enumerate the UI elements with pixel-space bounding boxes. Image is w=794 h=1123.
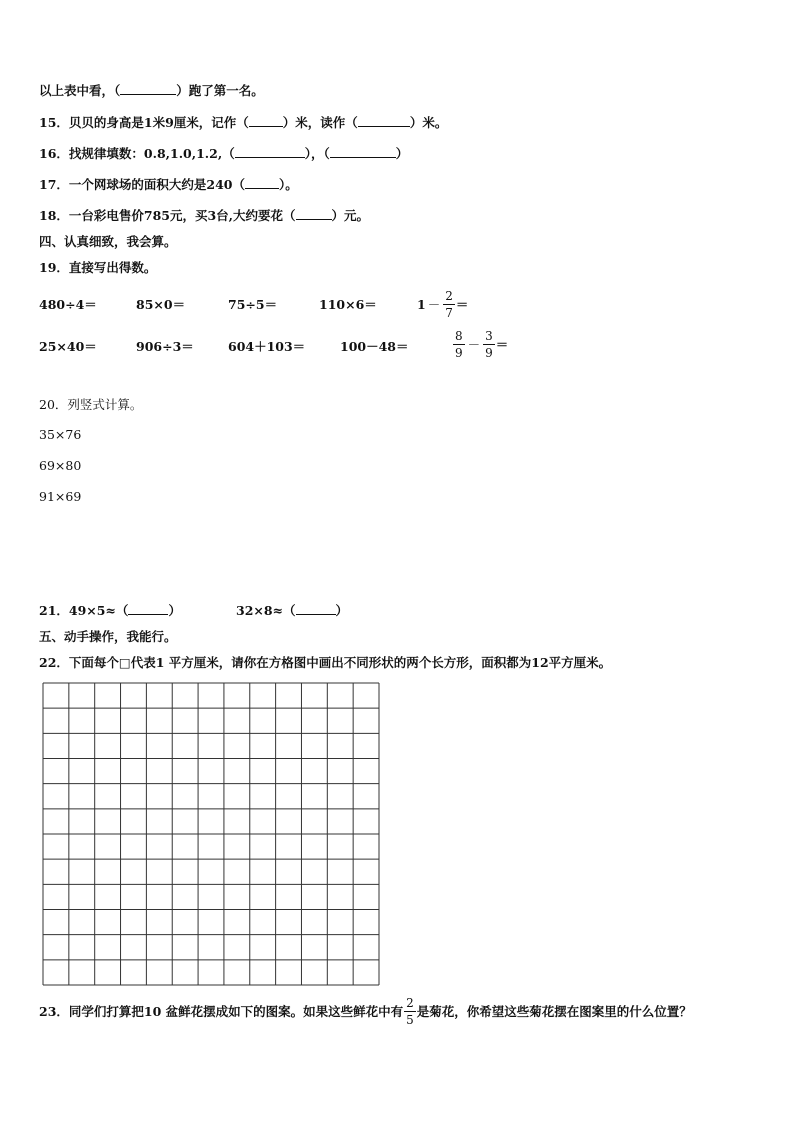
- answer-blank[interactable]: [235, 146, 305, 158]
- text: 23．同学们打算把10 盆鲜花摆成如下的图案。如果这些鲜花中有: [39, 1003, 404, 1019]
- text: 21．49×5≈（: [39, 603, 129, 618]
- vertical-calc-item: 35×76: [39, 427, 82, 442]
- question-18: [39, 208, 369, 224]
- answer-blank[interactable]: [330, 146, 396, 158]
- calc-item: 100－48＝: [340, 339, 409, 354]
- text: 16．找规律填数：0.8,1.0,1.2,（: [39, 146, 235, 161]
- denominator: 9: [455, 346, 463, 360]
- numerator: 3: [485, 329, 493, 343]
- numerator: 2: [406, 996, 414, 1010]
- text: ）: [335, 603, 349, 618]
- calc-item: 604＋103＝: [228, 339, 306, 354]
- fraction-two-fifths: [404, 996, 416, 1027]
- section-4-heading: 四、认真细致，我会算。: [39, 234, 177, 249]
- section-5-heading: 五、动手操作，我能行。: [39, 629, 177, 644]
- calc-item-fraction: [452, 329, 508, 360]
- text: 1: [417, 296, 426, 312]
- text: ）: [395, 146, 409, 161]
- text: ）: [168, 603, 181, 618]
- text: ）。: [279, 177, 298, 192]
- denominator: 7: [445, 306, 453, 320]
- question-22: 22．下面每个□代表1 平方厘米，请你在方格图中画出不同形状的两个长方形，面积都为12平方厘米。: [39, 655, 612, 670]
- text: －: [467, 336, 481, 352]
- answer-blank[interactable]: [296, 208, 332, 220]
- question-20: 20．列竖式计算。: [39, 397, 143, 412]
- vertical-calc-item: 91×69: [39, 489, 82, 504]
- calc-item: 480÷4＝: [39, 297, 97, 312]
- question-19: 19．直接写出得数。: [39, 260, 157, 275]
- vertical-calc-item: 69×80: [39, 458, 82, 473]
- fraction: [483, 329, 495, 360]
- calc-item-fraction: [417, 289, 468, 320]
- question-17: [39, 177, 298, 193]
- question-21b: [236, 603, 348, 619]
- calc-item: 906÷3＝: [136, 339, 194, 354]
- text: 17．一个网球场的面积大约是240（: [39, 177, 245, 192]
- question-21: [39, 603, 181, 619]
- text: ＝: [455, 296, 469, 312]
- answer-blank[interactable]: [120, 83, 176, 95]
- question-23: [39, 996, 692, 1027]
- text: ＝: [495, 336, 509, 352]
- question-16: [39, 146, 408, 162]
- text: ）跑了第一名。: [176, 83, 264, 98]
- answer-blank[interactable]: [245, 177, 279, 189]
- fraction: [443, 289, 455, 320]
- text-line-ranking: [39, 83, 264, 99]
- numerator: 8: [455, 329, 463, 343]
- text: 以上表中看，（: [39, 83, 121, 98]
- text: 18．一台彩电售价785元，买3台,大约要花（: [39, 208, 296, 223]
- text: ）米。: [409, 115, 448, 130]
- denominator: 5: [406, 1013, 414, 1027]
- denominator: 9: [485, 346, 493, 360]
- answer-blank[interactable]: [249, 115, 283, 127]
- text: －: [427, 296, 441, 312]
- square-grid[interactable]: [42, 682, 382, 988]
- fraction: [453, 329, 465, 360]
- question-15: [39, 115, 447, 131]
- answer-blank[interactable]: [296, 603, 336, 615]
- text: 15．贝贝的身高是1米9厘米，记作（: [39, 115, 249, 130]
- text: 是菊花，你希望这些菊花摆在图案里的什么位置？: [416, 1003, 692, 1019]
- text: 32×8≈（: [236, 603, 296, 618]
- numerator: 2: [445, 289, 453, 303]
- calc-item: 75÷5＝: [228, 297, 278, 312]
- calc-item: 25×40＝: [39, 339, 97, 354]
- text: ），（: [304, 146, 330, 161]
- text: ）米，读作（: [282, 115, 358, 130]
- calc-item: 110×6＝: [319, 297, 377, 312]
- text: ）元。: [331, 208, 370, 223]
- calc-item: 85×0＝: [136, 297, 186, 312]
- answer-blank[interactable]: [128, 603, 168, 615]
- answer-blank[interactable]: [358, 115, 410, 127]
